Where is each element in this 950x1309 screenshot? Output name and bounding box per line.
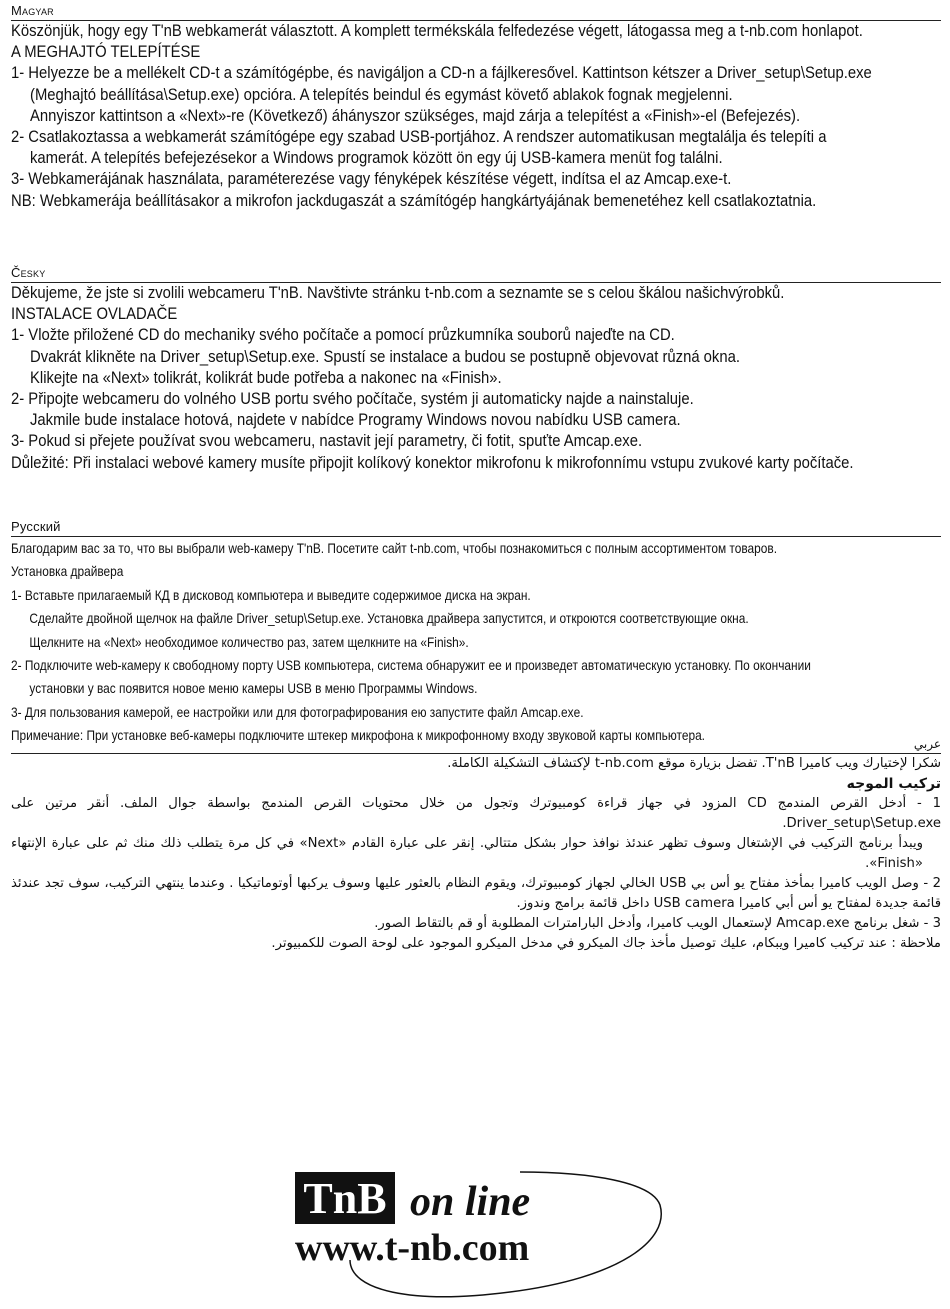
step-2: 2- Připojte webcameru do volného USB portu svého počítače, systém ji automaticky najde a nainstaluje. [11, 390, 694, 409]
install-heading: Установка драйвера [11, 564, 124, 580]
step-1: 1- Вставьте прилагаемый КД в дисковод компьютера и выведите содержимое диска на экран. [11, 587, 531, 603]
step-2: 2 - وصل الويب كاميرا بمأخذ مفتاح يو أس بي USB الخالي لجهاز كومبيوترك، ويقوم النظام بالعثور عليها وسوف يركبها أوتوماتيكيا . وعندما ينتهي التركيب، سوف تجد عندئذ قائمة جديدة لمفتاح يو أس أبي كاميرا USB camera داخل قائمة برامج وندوز. [11, 876, 941, 911]
paragraph-intro: Благодарим вас за то, что вы выбрали web-камеру T'nB. Посетите сайт t-nb.com, чтобы познакомиться с полным ассортиментом товаров. [11, 541, 778, 556]
section-russian [11, 519, 941, 748]
step-2: 2- Csatlakoztassa a webkamerát számítógépe egy szabad USB-portjához. A rendszer automatikusan megtalálja és telepíti a [11, 128, 827, 147]
install-heading: تركيب الموجه [846, 776, 941, 792]
section-heading-czech: Česky [11, 265, 941, 283]
step-2-cont: kamerát. A telepítés befejezésekor a Windows programok között ön egy új USB-kamera menüt fog találni. [30, 149, 723, 168]
step-3: 3 - شغل برنامج Amcap.exe لإستعمال الويب كاميرا، وأدخل البارامترات المطلوبة أو قم بالتقاط الصور. [374, 916, 941, 931]
logo-tagline: on line [410, 1179, 531, 1225]
step-3: 3- Webkamerájának használata, paraméterezése vagy fényképek készítése végett, indítsa el az Amcap.exe-t. [11, 170, 732, 189]
step-2-cont: Jakmile bude instalace hotová, najdete v nabídce Programy Windows novou nabídku USB camera. [30, 411, 681, 430]
note: ملاحظة : عند تركيب كاميرا ويبكام، عليك توصيل مأخذ جاك الميكرو في مدخل الميكرو الموجود على لوحة الصوت للكمبيوتر. [271, 936, 941, 951]
step-1-cont: (Meghajtó beállítása\Setup.exe) opcióra. A telepítés beindul és egymást követő ablakok fognak megjelenni. [30, 85, 733, 104]
step-1: 1- Vložte přiložené CD do mechaniky svého počítače a pomocí průzkumníka souborů najeďte na CD. [11, 326, 675, 345]
note: Důležité: Při instalaci webové kamery musíte připojit kolíkový konektor mikrofonu k mikrofonnímu vstupu zvukové karty počítače. [11, 453, 854, 472]
section-heading-russian: Русский [11, 519, 941, 537]
note: NB: Webkamerája beállításakor a mikrofon jackdugaszát a számítógép hangkártyájának bemenetéhez kell csatlakoztatnia. [11, 191, 817, 210]
step-1-cont: Annyiszor kattintson a «Next»-re (Következő) áhányszor szükséges, majd zárja a telepítést a «Finish»-el (Befejezés). [30, 106, 801, 125]
note: Примечание: При установке веб-камеры подключите штекер микрофона к микрофонному входу звуковой карты компьютера. [11, 728, 705, 744]
tnb-online-logo [290, 1160, 670, 1300]
paragraph-intro: Köszönjük, hogy egy T'nB webkamerát választott. A komplett termékskála felfedezése végett, látogassa meg a t-nb.com honlapot. [11, 22, 863, 40]
paragraph-intro: Děkujeme, že jste si zvolili webcameru T'nB. Navštivte stránku t-nb.com a seznamte se s celou škálou našichvýrobků. [11, 284, 785, 302]
section-arabic [11, 736, 941, 954]
step-2-cont: установки у вас появится новое меню камеры USB в меню Программы Windows. [29, 681, 478, 697]
step-1-cont: ويبدأ برنامج التركيب في الإشتغال وسوف تظهر عندئذ نوافذ حوار بشكل متتالي. إنقر على عبارة القادم «Next» في كل مرة يتطلب ذلك منك ثم على عبارة الإنتهاء «Finish». [11, 836, 923, 871]
step-1: 1- Helyezze be a mellékelt CD-t a számítógépbe, és navigáljon a CD-n a fájlkeresővel. Kattintson kétszer a Driver_setup\Setup.exe [11, 64, 872, 83]
section-heading-hungarian: Magyar [11, 3, 941, 21]
step-3: 3- Для пользования камерой, ее настройки или для фотографирования ею запустите файл Amcap.exe. [11, 704, 584, 720]
step-1-cont: Щелкните на «Next» необходимое количество раз, затем щелкните на «Finish». [29, 634, 469, 650]
step-3: 3- Pokud si přejete používat svou webcameru, nastavit její parametry, či fotit, spuťte Amcap.exe. [11, 432, 643, 451]
step-1-cont: Klikejte na «Next» tolikrát, kolikrát bude potřeba a nakonec na «Finish». [30, 368, 502, 387]
logo-url: www.t-nb.com [295, 1227, 530, 1269]
logo-brand-text: TnB [303, 1174, 387, 1223]
install-heading: A MEGHAJTÓ TELEPÍTÉSE [11, 43, 201, 62]
step-2: 2- Подключите web-камеру к свободному порту USB компьютера, система обнаружит ее и произведет автоматическую установку. По окончании [11, 658, 811, 674]
step-1-cont: Dvakrát klikněte na Driver_setup\Setup.exe. Spustí se instalace a budou se postupně objevovat různá okna. [30, 347, 740, 366]
step-1-cont: Сделайте двойной щелчок на файле Driver_setup\Setup.exe. Установка драйвера запустится, и откроются соответствующие окна. [29, 611, 749, 627]
section-czech [11, 265, 941, 474]
step-1: 1 - أدخل القرص المندمج CD المزود في جهاز قراءة كومبيوترك وتجول من خلال محتويات القرص المندمج بواسطة جوال الملف. أنقر مرتين على Driver_setup\Setup.exe. [11, 796, 941, 831]
section-heading-arabic: عربي [11, 736, 941, 754]
paragraph-intro: شكرا لإختيارك ويب كاميرا T'nB. تفضل بزيارة موقع t-nb.com لإكتشاف التشكيلة الكاملة. [447, 756, 941, 771]
section-hungarian [11, 3, 941, 212]
install-heading: INSTALACE OVLADAČE [11, 305, 178, 324]
